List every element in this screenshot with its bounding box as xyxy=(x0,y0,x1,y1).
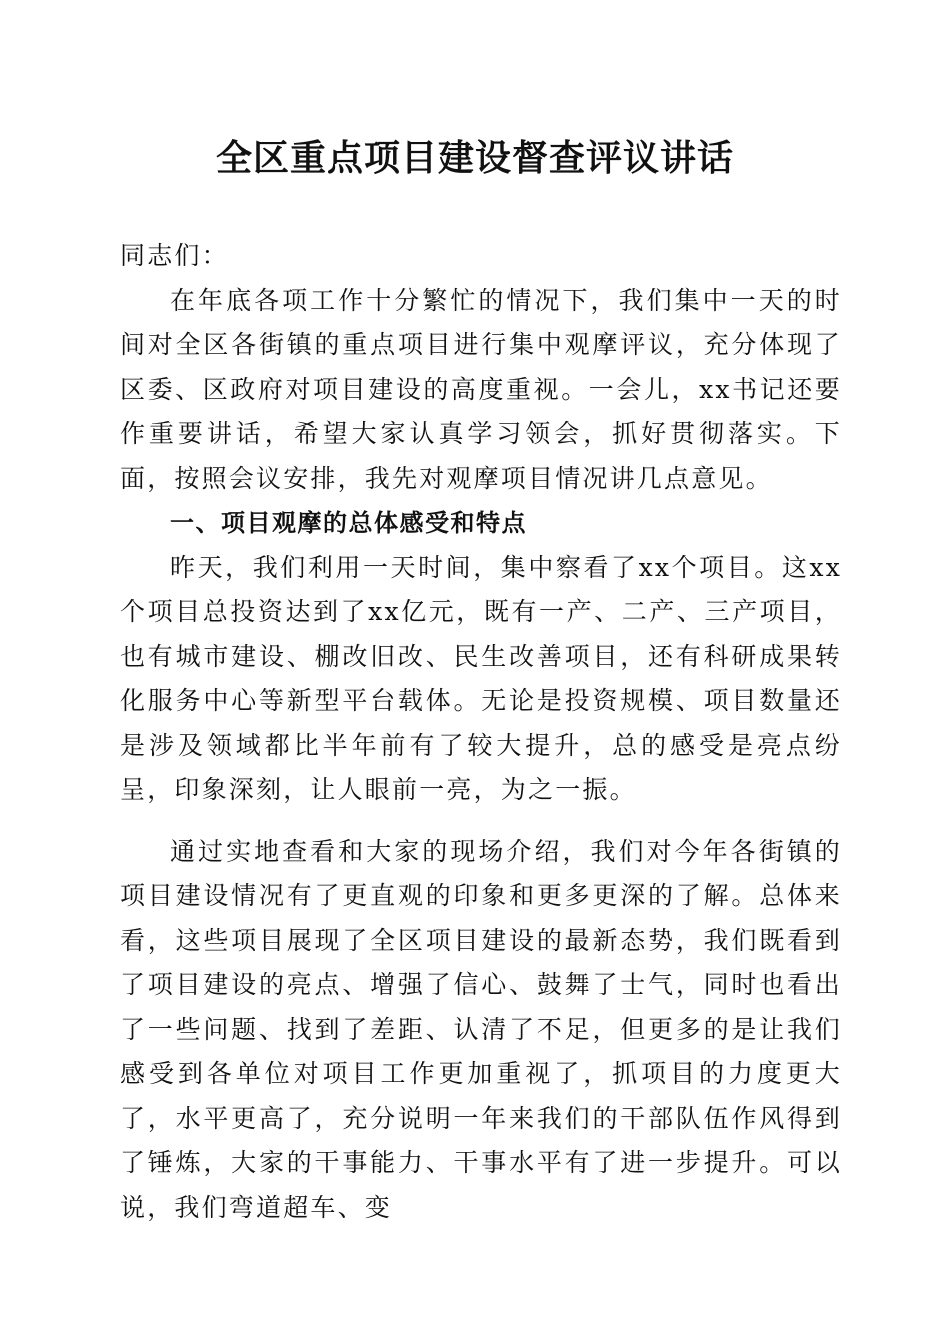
paragraph-summary: 通过实地查看和大家的现场介绍，我们对今年各街镇的项目建设情况有了更直观的印象和更多更深的了解。总体来看，这些项目展现了全区项目建设的最新态势，我们既看到了项目建设的亮点、增强了信心、鼓舞了士气，同时也看出了一些问题、找到了差距、认清了不足，但更多的是让我们感受到各单位对项目工作更加重视了，抓项目的力度更大了，水平更高了，充分说明一年来我们的干部队伍作风得到了锤炼，大家的干事能力、干事水平有了进一步提升。可以说，我们弯道超车、变 xyxy=(120,836,842,1222)
document-title: 全区重点项目建设督查评议讲话 xyxy=(215,137,734,179)
paragraph-observation: 昨天，我们利用一天时间，集中察看了xx个项目。这xx个项目总投资达到了xx亿元，既有一产、二产、三产项目，也有城市建设、棚改旧改、民生改善项目，还有科研成果转化服务中心等新型平台载体。无论是投资规模、项目数量还是涉及领域都比半年前有了较大提升，总的感受是亮点纷呈，印象深刻，让人眼前一亮，为之一振。 xyxy=(120,552,842,804)
greeting: 同志们： xyxy=(120,241,229,270)
paragraph-intro: 在年底各项工作十分繁忙的情况下，我们集中一天的时间对全区各街镇的重点项目进行集中观摩评议，充分体现了区委、区政府对项目建设的高度重视。一会儿，xx书记还要作重要讲话，希望大家认真学习领会，抓好贯彻落实。下面，按照会议安排，我先对观摩项目情况讲几点意见。 xyxy=(120,285,842,493)
section-heading: 一、项目观摩的总体感受和特点 xyxy=(170,509,527,537)
document-body xyxy=(120,234,842,1230)
paragraph-gap xyxy=(120,813,842,830)
